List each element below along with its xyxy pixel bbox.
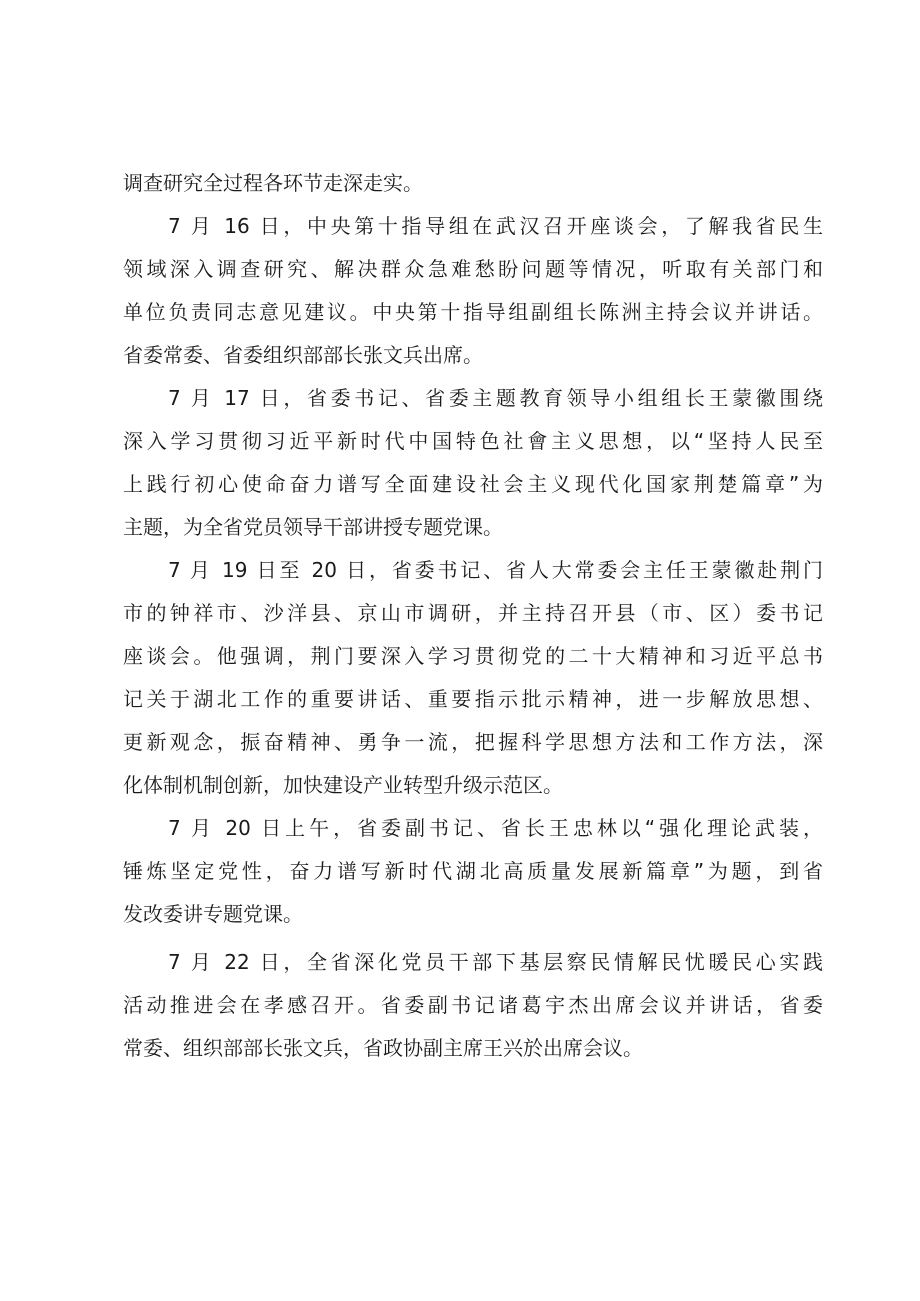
- text-line: 活动推进会在孝感召开。省委副书记诸葛宇杰出席会议并讲话，省委: [123, 993, 823, 1017]
- text-line: 领域深入调查研究、解决群众急难愁盼问题等情况，听取有关部门和: [123, 257, 823, 281]
- text-line: 上践行初心使命奋力谱写全面建设社会主义现代化国家荆楚篇章”为: [123, 472, 823, 496]
- text-line: 7 月 19 日至 20 日，省委书记、省人大常委会主任王蒙徽赴荆门: [168, 558, 823, 582]
- text-line: 7 月 20 日上午，省委副书记、省长王忠林以“强化理论武装，: [168, 816, 823, 840]
- text-line: 座谈会。他强调，荆门要深入学习贯彻党的二十大精神和习近平总书: [123, 644, 823, 668]
- paragraph: [123, 807, 823, 936]
- text-line: 7 月 22 日，全省深化党员干部下基层察民情解民忧暖民心实践: [168, 950, 823, 974]
- text-line: 发改委讲专题党课。: [123, 902, 303, 926]
- text-line: 省委常委、省委组织部部长张文兵出席。: [123, 343, 483, 367]
- text-line: 市的钟祥市、沙洋县、京山市调研，并主持召开县（市、区）委书记: [123, 601, 823, 625]
- text-line: 单位负责同志意见建议。中央第十指导组副组长陈洲主持会议并讲话。: [123, 300, 823, 324]
- text-line: 7 月 16 日，中央第十指导组在武汉召开座谈会，了解我省民生: [168, 214, 823, 238]
- paragraph: [123, 205, 823, 377]
- text-line: 记关于湖北工作的重要讲话、重要指示批示精神，进一步解放思想、: [123, 687, 823, 711]
- text-line: 锤炼坚定党性，奋力谱写新时代湖北高质量发展新篇章”为题，到省: [123, 859, 823, 883]
- paragraph: [123, 377, 823, 549]
- text-line: 主题，为全省党员领导干部讲授专题党课。: [123, 515, 503, 539]
- paragraph: [123, 162, 823, 205]
- text-line: 化体制机制创新，加快建设产业转型升级示范区。: [123, 773, 563, 797]
- paragraph: [123, 941, 823, 1070]
- text-line: 深入学习贯彻习近平新时代中国特色社會主义思想，以“坚持人民至: [123, 429, 823, 453]
- text-line: 更新观念，振奋精神、勇争一流，把握科学思想方法和工作方法，深: [123, 730, 823, 754]
- paragraph: [123, 549, 823, 807]
- document-body: [123, 162, 823, 1070]
- text-line: 7 月 17 日，省委书记、省委主题教育领导小组组长王蒙徽围绕: [168, 386, 823, 410]
- text-line: 常委、组织部部长张文兵，省政协副主席王兴於出席会议。: [123, 1036, 643, 1060]
- text-line: 调查研究全过程各环节走深走实。: [123, 171, 423, 195]
